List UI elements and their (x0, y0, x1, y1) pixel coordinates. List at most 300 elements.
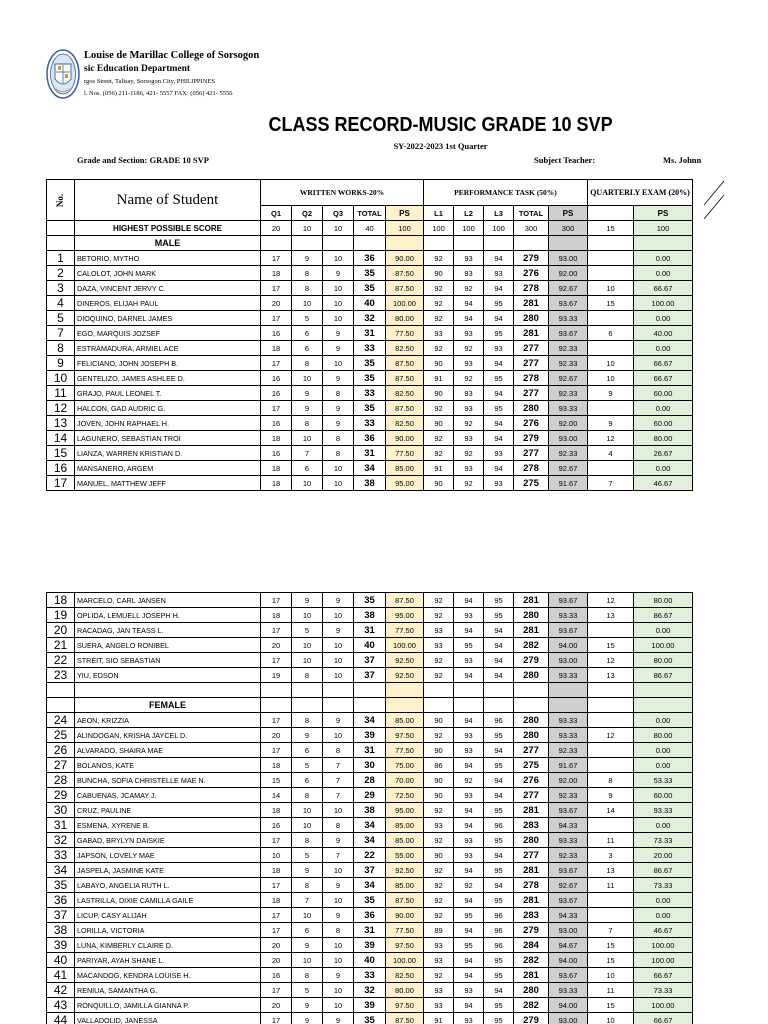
student-number: 2 (47, 266, 75, 281)
student-number: 9 (47, 356, 75, 371)
score-pt-ps: 93.67 (549, 803, 588, 818)
section-spacer (47, 698, 75, 713)
student-row (47, 1013, 693, 1024)
score-pt-ps: 94.33 (549, 908, 588, 923)
score-q3: 10 (323, 356, 354, 371)
score-l3: 94 (484, 281, 514, 296)
score-q2: 6 (292, 461, 323, 476)
student-row (47, 623, 693, 638)
student-number: 21 (47, 638, 75, 653)
score-l1: 91 (424, 1013, 454, 1024)
score-q2: 9 (292, 593, 323, 608)
score-l1: 91 (424, 461, 454, 476)
score-l2: 93 (454, 1013, 484, 1024)
student-name: BOLANOS, KATE (75, 758, 261, 773)
score-qe-ps: 60.00 (634, 416, 693, 431)
student-name: FELICIANO, JOHN JOSEPH B. (75, 356, 261, 371)
score-pt-ps: 93.00 (549, 923, 588, 938)
score-l2: 94 (454, 758, 484, 773)
score-qe-ps: 66.67 (634, 968, 693, 983)
score-q3: 9 (323, 341, 354, 356)
score-pt-ps: 92.00 (549, 266, 588, 281)
score-pt-ps: 92.67 (549, 461, 588, 476)
subheader-ww-4: PS (386, 206, 424, 221)
score-ww-ps: 82.50 (386, 386, 424, 401)
score-ww-ps: 95.00 (386, 476, 424, 491)
subject-teacher-label: Subject Teacher: (534, 155, 596, 165)
empty-cell (634, 236, 693, 251)
score-qe-ps: 26.67 (634, 446, 693, 461)
empty-cell (454, 683, 484, 698)
score-l2: 93 (454, 833, 484, 848)
score-ww-total: 32 (354, 311, 386, 326)
empty-cell (588, 236, 634, 251)
score-ww-ps: 90.00 (386, 251, 424, 266)
score-l2: 93 (454, 326, 484, 341)
student-number: 38 (47, 923, 75, 938)
student-number: 22 (47, 653, 75, 668)
student-row (47, 863, 693, 878)
score-pt-ps: 93.67 (549, 326, 588, 341)
score-l1: 93 (424, 638, 454, 653)
highest-possible-score-row (47, 221, 693, 236)
score-qe-ps: 93.33 (634, 803, 693, 818)
score-ww-ps: 85.00 (386, 833, 424, 848)
score-qe-score (588, 401, 634, 416)
student-name: PARIYAR, AYAH SHANE L. (75, 953, 261, 968)
score-q2: 8 (292, 968, 323, 983)
section-label-male: MALE (75, 236, 261, 251)
score-qe-score: 9 (588, 416, 634, 431)
score-pt-total: 282 (514, 998, 549, 1013)
score-q1: 17 (261, 923, 292, 938)
student-row (47, 416, 693, 431)
score-ww-ps: 87.50 (386, 266, 424, 281)
student-number: 10 (47, 371, 75, 386)
score-q2: 7 (292, 446, 323, 461)
score-pt-ps: 94.00 (549, 953, 588, 968)
score-ww-ps: 87.50 (386, 281, 424, 296)
score-q3: 7 (323, 848, 354, 863)
score-qe-ps: 80.00 (634, 728, 693, 743)
score-pt-total: 277 (514, 341, 549, 356)
score-q2: 5 (292, 758, 323, 773)
score-l1: 93 (424, 998, 454, 1013)
student-row (47, 326, 693, 341)
score-q1: 18 (261, 266, 292, 281)
score-qe-score: 6 (588, 326, 634, 341)
student-number: 13 (47, 416, 75, 431)
empty-cell (514, 236, 549, 251)
score-q2: 6 (292, 341, 323, 356)
score-q3: 10 (323, 728, 354, 743)
score-qe-ps: 60.00 (634, 788, 693, 803)
score-qe-score: 7 (588, 476, 634, 491)
score-l2: 94 (454, 998, 484, 1013)
score-qe-score (588, 623, 634, 638)
student-row (47, 998, 693, 1013)
column-header-no: No. (47, 180, 75, 221)
score-q3: 10 (323, 983, 354, 998)
score-ww-total: 34 (354, 878, 386, 893)
hps-q1: 20 (261, 221, 292, 236)
score-pt-total: 281 (514, 803, 549, 818)
subheader-ww-2: Q3 (323, 206, 354, 221)
student-name: JOVEN, JOHN RAPHAEL H. (75, 416, 261, 431)
score-q2: 10 (292, 431, 323, 446)
score-pt-ps: 92.00 (549, 416, 588, 431)
score-l1: 91 (424, 371, 454, 386)
empty-cell (634, 698, 693, 713)
score-ww-ps: 92.50 (386, 668, 424, 683)
empty-cell (634, 683, 693, 698)
student-row (47, 281, 693, 296)
empty-cell (323, 698, 354, 713)
hps-qe-score: 15 (588, 221, 634, 236)
empty-cell (588, 698, 634, 713)
student-name: MARCELO, CARL JANSEN (75, 593, 261, 608)
student-name: JAPSON, LOVELY MAE (75, 848, 261, 863)
score-ww-ps: 87.50 (386, 356, 424, 371)
score-pt-total: 281 (514, 863, 549, 878)
student-number: 41 (47, 968, 75, 983)
score-q3: 10 (323, 296, 354, 311)
score-q3: 10 (323, 803, 354, 818)
score-l3: 95 (484, 953, 514, 968)
score-l1: 92 (424, 296, 454, 311)
student-number: 27 (47, 758, 75, 773)
score-pt-ps: 92.33 (549, 446, 588, 461)
score-pt-ps: 93.33 (549, 311, 588, 326)
score-l1: 92 (424, 401, 454, 416)
score-ww-total: 37 (354, 668, 386, 683)
score-q3: 10 (323, 998, 354, 1013)
empty-cell (454, 698, 484, 713)
student-row (47, 773, 693, 788)
score-l3: 95 (484, 1013, 514, 1024)
student-number: 17 (47, 476, 75, 491)
student-row (47, 893, 693, 908)
score-q3: 10 (323, 653, 354, 668)
score-l1: 90 (424, 713, 454, 728)
score-l3: 95 (484, 968, 514, 983)
score-qe-score: 9 (588, 386, 634, 401)
score-ww-ps: 82.50 (386, 416, 424, 431)
score-q1: 18 (261, 863, 292, 878)
score-q1: 18 (261, 803, 292, 818)
score-qe-ps: 46.67 (634, 923, 693, 938)
student-row (47, 728, 693, 743)
empty-cell (354, 683, 386, 698)
score-ww-ps: 90.00 (386, 431, 424, 446)
score-q3: 8 (323, 818, 354, 833)
score-l1: 93 (424, 326, 454, 341)
score-ww-ps: 77.50 (386, 743, 424, 758)
score-l3: 95 (484, 296, 514, 311)
score-pt-total: 279 (514, 653, 549, 668)
score-l3: 94 (484, 386, 514, 401)
score-ww-ps: 87.50 (386, 401, 424, 416)
student-name: GENTELIZO, JAMES ASHLEE D. (75, 371, 261, 386)
score-pt-ps: 93.33 (549, 983, 588, 998)
empty-cell (424, 698, 454, 713)
score-l2: 93 (454, 266, 484, 281)
score-l3: 95 (484, 758, 514, 773)
score-ww-ps: 90.00 (386, 908, 424, 923)
score-qe-ps: 100.00 (634, 638, 693, 653)
score-q2: 10 (292, 953, 323, 968)
score-qe-score (588, 758, 634, 773)
student-name: BETORIO, MYTHO (75, 251, 261, 266)
score-l1: 93 (424, 953, 454, 968)
hps-q3: 10 (323, 221, 354, 236)
score-ww-total: 35 (354, 266, 386, 281)
empty-cell (386, 698, 424, 713)
score-q1: 18 (261, 461, 292, 476)
score-pt-total: 280 (514, 728, 549, 743)
student-number: 19 (47, 608, 75, 623)
student-number: 39 (47, 938, 75, 953)
subheader-pt-0: L1 (424, 206, 454, 221)
score-qe-ps: 100.00 (634, 938, 693, 953)
score-pt-total: 278 (514, 461, 549, 476)
hps-q2: 10 (292, 221, 323, 236)
score-l3: 94 (484, 668, 514, 683)
score-ww-total: 31 (354, 446, 386, 461)
score-l1: 92 (424, 908, 454, 923)
score-q2: 5 (292, 623, 323, 638)
score-q1: 16 (261, 386, 292, 401)
score-q2: 5 (292, 983, 323, 998)
student-row (47, 608, 693, 623)
score-ww-ps: 97.50 (386, 728, 424, 743)
score-pt-total: 277 (514, 446, 549, 461)
blank-row (47, 683, 693, 698)
score-qe-ps: 80.00 (634, 431, 693, 446)
empty-cell (354, 236, 386, 251)
student-name: MACANDOG, KENDRA LOUISE H. (75, 968, 261, 983)
subheader-pt-1: L2 (454, 206, 484, 221)
score-pt-ps: 93.67 (549, 593, 588, 608)
score-ww-total: 31 (354, 326, 386, 341)
score-l1: 90 (424, 476, 454, 491)
score-pt-ps: 93.33 (549, 713, 588, 728)
score-q3: 10 (323, 461, 354, 476)
score-q1: 17 (261, 878, 292, 893)
student-row (47, 788, 693, 803)
score-q1: 17 (261, 251, 292, 266)
score-q3: 9 (323, 266, 354, 281)
student-number: 32 (47, 833, 75, 848)
student-row (47, 848, 693, 863)
student-name: DINEROS, ELIJAH PAUL (75, 296, 261, 311)
score-q3: 8 (323, 446, 354, 461)
student-row (47, 803, 693, 818)
score-q2: 9 (292, 251, 323, 266)
score-l2: 93 (454, 743, 484, 758)
score-ww-total: 39 (354, 998, 386, 1013)
score-pt-total: 281 (514, 296, 549, 311)
student-row (47, 341, 693, 356)
student-row (47, 296, 693, 311)
student-number: 35 (47, 878, 75, 893)
score-ww-ps: 55.00 (386, 848, 424, 863)
score-ww-ps: 92.50 (386, 863, 424, 878)
student-row (47, 743, 693, 758)
score-q2: 9 (292, 401, 323, 416)
score-q2: 8 (292, 878, 323, 893)
score-ww-total: 35 (354, 356, 386, 371)
score-ww-total: 35 (354, 401, 386, 416)
student-number: 23 (47, 668, 75, 683)
subheader-pt-3: TOTAL (514, 206, 549, 221)
score-ww-ps: 77.50 (386, 923, 424, 938)
score-l3: 96 (484, 713, 514, 728)
student-row (47, 833, 693, 848)
hps-pt-total: 300 (514, 221, 549, 236)
student-name: MANSANERO, ARGEM (75, 461, 261, 476)
score-qe-ps: 0.00 (634, 743, 693, 758)
score-q3: 9 (323, 623, 354, 638)
class-record-table-2 (46, 592, 693, 1024)
hps-ww-total: 40 (354, 221, 386, 236)
student-name: VALLADOLID, JANESSA (75, 1013, 261, 1024)
score-q2: 5 (292, 848, 323, 863)
score-q1: 17 (261, 401, 292, 416)
score-pt-total: 276 (514, 773, 549, 788)
score-q2: 8 (292, 713, 323, 728)
score-pt-ps: 92.33 (549, 386, 588, 401)
empty-cell (588, 683, 634, 698)
score-ww-total: 37 (354, 653, 386, 668)
score-qe-ps: 0.00 (634, 341, 693, 356)
score-l1: 92 (424, 893, 454, 908)
student-number: 8 (47, 341, 75, 356)
score-q3: 9 (323, 371, 354, 386)
subheader-ww-3: TOTAL (354, 206, 386, 221)
score-ww-ps: 97.50 (386, 938, 424, 953)
hps-l1: 100 (424, 221, 454, 236)
score-q1: 17 (261, 743, 292, 758)
score-ww-ps: 95.00 (386, 803, 424, 818)
score-ww-total: 34 (354, 461, 386, 476)
score-ww-total: 33 (354, 386, 386, 401)
score-q1: 16 (261, 968, 292, 983)
score-q2: 9 (292, 863, 323, 878)
score-q3: 9 (323, 401, 354, 416)
section-label-female: FEMALE (75, 698, 261, 713)
score-l3: 95 (484, 863, 514, 878)
score-l1: 93 (424, 818, 454, 833)
score-qe-score: 11 (588, 983, 634, 998)
score-q2: 6 (292, 743, 323, 758)
student-number: 14 (47, 431, 75, 446)
score-q3: 8 (323, 386, 354, 401)
score-l2: 93 (454, 431, 484, 446)
score-q3: 10 (323, 938, 354, 953)
score-l3: 93 (484, 476, 514, 491)
score-l2: 94 (454, 296, 484, 311)
score-q2: 8 (292, 356, 323, 371)
student-row (47, 251, 693, 266)
score-pt-ps: 93.00 (549, 653, 588, 668)
school-address: rgos Street, Talisay, Sorsogon City, PHILIPPINES (84, 78, 215, 85)
hps-ww-ps: 100 (386, 221, 424, 236)
school-name: Louise de Marillac College of Sorsogon (84, 50, 260, 61)
score-q2: 8 (292, 281, 323, 296)
score-ww-ps: 80.00 (386, 311, 424, 326)
score-qe-ps: 0.00 (634, 908, 693, 923)
empty-cell (323, 236, 354, 251)
student-name: DIOQUINO, DARNEL JAMES (75, 311, 261, 326)
highest-possible-label: HIGHEST POSSIBLE SCORE (75, 221, 261, 236)
score-q1: 18 (261, 476, 292, 491)
student-row (47, 593, 693, 608)
score-q1: 17 (261, 623, 292, 638)
score-pt-total: 275 (514, 758, 549, 773)
student-row (47, 371, 693, 386)
score-l3: 95 (484, 833, 514, 848)
score-q3: 10 (323, 311, 354, 326)
student-number: 37 (47, 908, 75, 923)
student-name: LAGUNERO, SEBASTIAN TROI (75, 431, 261, 446)
score-l2: 94 (454, 668, 484, 683)
score-q3: 9 (323, 713, 354, 728)
score-pt-total: 281 (514, 326, 549, 341)
score-q2: 5 (292, 311, 323, 326)
score-qe-ps: 73.33 (634, 878, 693, 893)
student-number: 16 (47, 461, 75, 476)
score-l1: 93 (424, 623, 454, 638)
empty-cell (261, 698, 292, 713)
score-pt-total: 279 (514, 1013, 549, 1024)
student-number: 33 (47, 848, 75, 863)
score-qe-ps: 0.00 (634, 713, 693, 728)
student-number: 5 (47, 311, 75, 326)
score-l2: 93 (454, 728, 484, 743)
score-ww-ps: 82.50 (386, 341, 424, 356)
score-qe-score (588, 311, 634, 326)
score-qe-ps: 53.33 (634, 773, 693, 788)
student-row (47, 638, 693, 653)
score-pt-total: 284 (514, 938, 549, 953)
student-row (47, 356, 693, 371)
empty-cell (484, 236, 514, 251)
student-name: LABAYO, ANGELIA RUTH L. (75, 878, 261, 893)
score-q2: 10 (292, 296, 323, 311)
score-ww-ps: 95.00 (386, 608, 424, 623)
score-qe-ps: 73.33 (634, 983, 693, 998)
score-l1: 92 (424, 968, 454, 983)
student-name: ALVARADO, SHAIRA MAE (75, 743, 261, 758)
score-q1: 20 (261, 938, 292, 953)
score-qe-ps: 100.00 (634, 953, 693, 968)
student-row (47, 668, 693, 683)
score-qe-ps: 0.00 (634, 758, 693, 773)
score-l2: 93 (454, 608, 484, 623)
student-number: 36 (47, 893, 75, 908)
student-name: GABAD, BRYLYN DAISKIE (75, 833, 261, 848)
score-qe-score: 12 (588, 728, 634, 743)
score-ww-ps: 85.00 (386, 713, 424, 728)
score-q2: 8 (292, 266, 323, 281)
score-qe-score: 15 (588, 638, 634, 653)
score-l2: 93 (454, 401, 484, 416)
score-l1: 92 (424, 878, 454, 893)
score-l1: 92 (424, 311, 454, 326)
score-l1: 92 (424, 803, 454, 818)
score-qe-ps: 100.00 (634, 296, 693, 311)
